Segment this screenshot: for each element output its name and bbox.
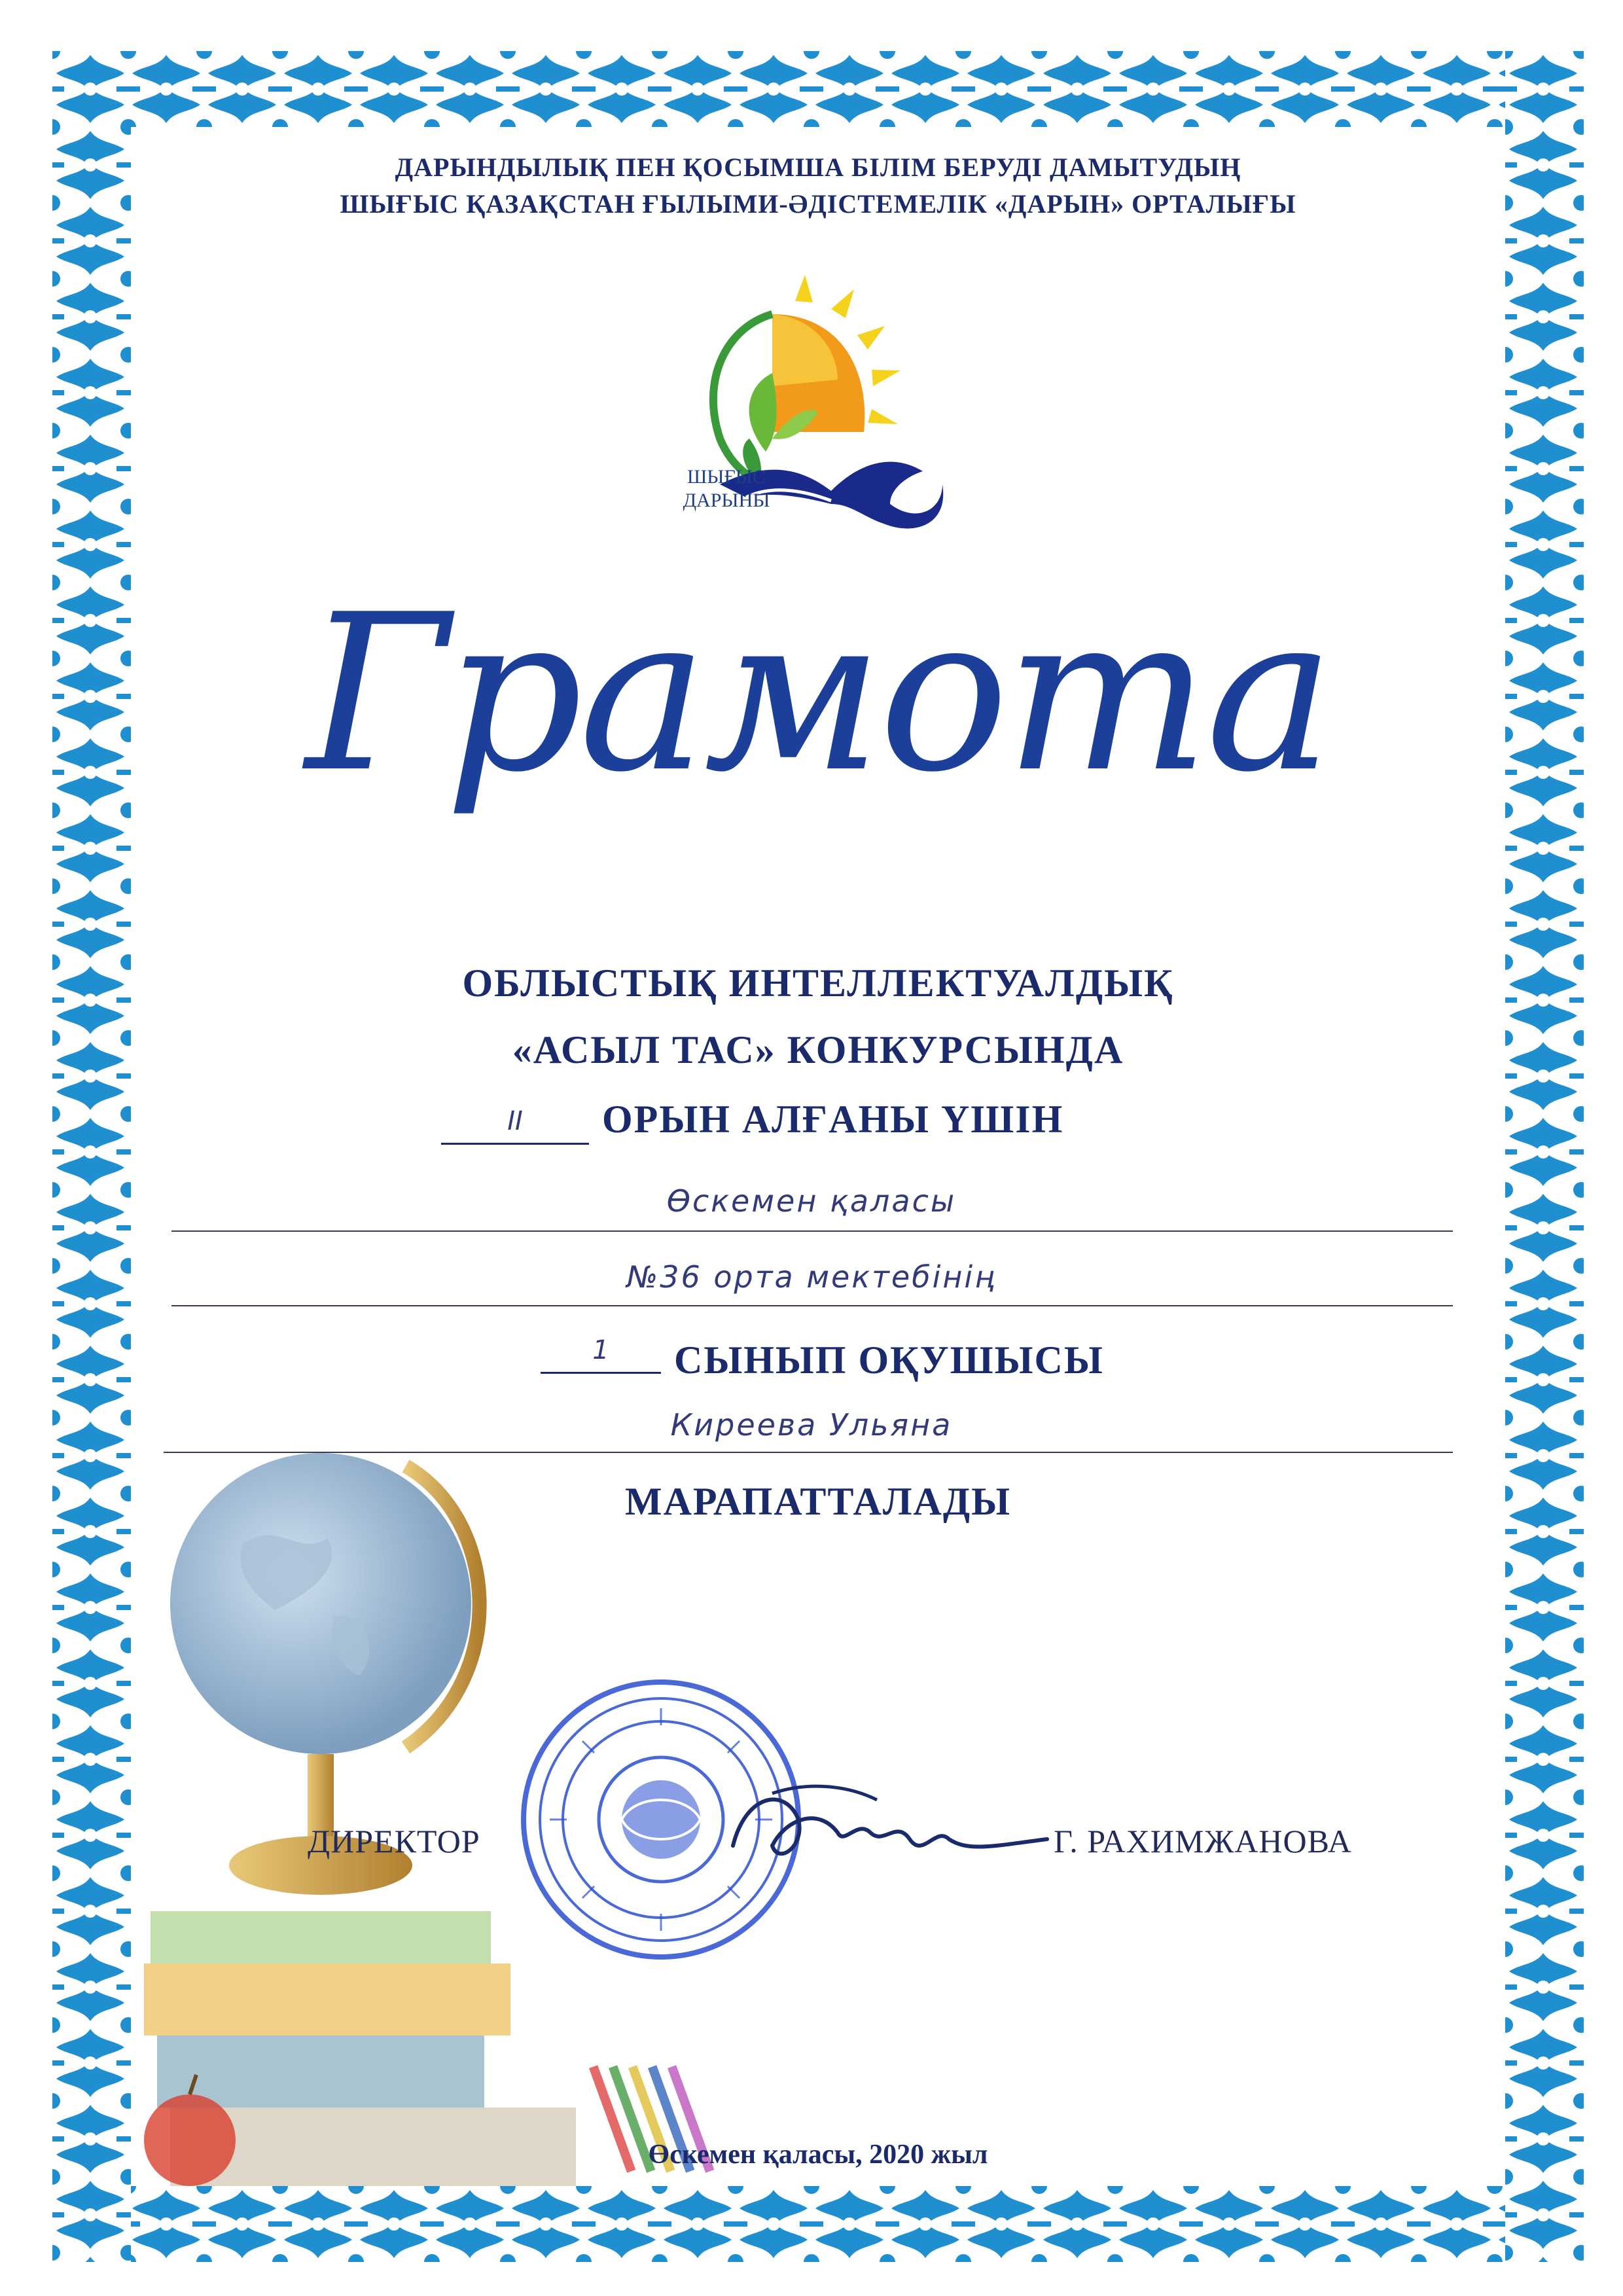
- award-line-1: ОБЛЫСТЫҚ ИНТЕЛЛЕКТУАЛДЫҚ: [462, 961, 1174, 1005]
- ornament-border-left: [52, 51, 131, 2262]
- handwritten-school: №36 орта мектебінің: [626, 1259, 997, 1295]
- certificate-title: Грамота: [305, 568, 1331, 819]
- handwritten-student-name: Киреева Ульяна: [670, 1407, 953, 1443]
- signature-role: ДИРЕКТОР: [308, 1823, 480, 1859]
- ornament-border-bottom: [52, 2186, 1584, 2262]
- handwritten-city: Өскемен қаласы: [666, 1183, 957, 1219]
- ornament-pattern-icon: [52, 51, 1584, 127]
- logo-caption-line-2: ДАРЫНЫ: [683, 490, 770, 511]
- director-signature: [707, 1767, 1073, 1885]
- organization-name-line-2: ШЫҒЫС ҚАЗАҚСТАН ҒЫЛЫМИ-ӘДІСТЕМЕЛІК «ДАРЫН» ОРТАЛЫҒЫ: [340, 189, 1296, 219]
- ornament-border-right: [1505, 51, 1584, 2262]
- logo-caption-line-1: ШЫҒЫС: [687, 466, 766, 488]
- award-line-2: «АСЫЛ ТАС» КОНКУРСЫНДА: [512, 1028, 1124, 1071]
- organization-name-line-1: ДАРЫНДЫЛЫҚ ПЕН ҚОСЫМША БІЛІМ БЕРУДІ ДАМЫТУДЫҢ: [395, 152, 1241, 182]
- signature-name: Г. РАХИМЖАНОВА: [1054, 1823, 1352, 1859]
- fill-line-city: [171, 1230, 1453, 1232]
- grade-label: СЫНЫП ОҚУШЫСЫ: [674, 1338, 1104, 1382]
- place-label: ОРЫН АЛҒАНЫ ҮШІН: [602, 1098, 1064, 1141]
- fill-line-school: [171, 1305, 1453, 1306]
- place-blank: II: [441, 1106, 589, 1145]
- awarded-label: МАРАПАТТАЛАДЫ: [624, 1480, 1012, 1523]
- grade-blank: 1: [541, 1335, 661, 1374]
- issue-place-year: Өскемен қаласы, 2020 жыл: [648, 2140, 988, 2170]
- ornament-border-top: [52, 51, 1584, 127]
